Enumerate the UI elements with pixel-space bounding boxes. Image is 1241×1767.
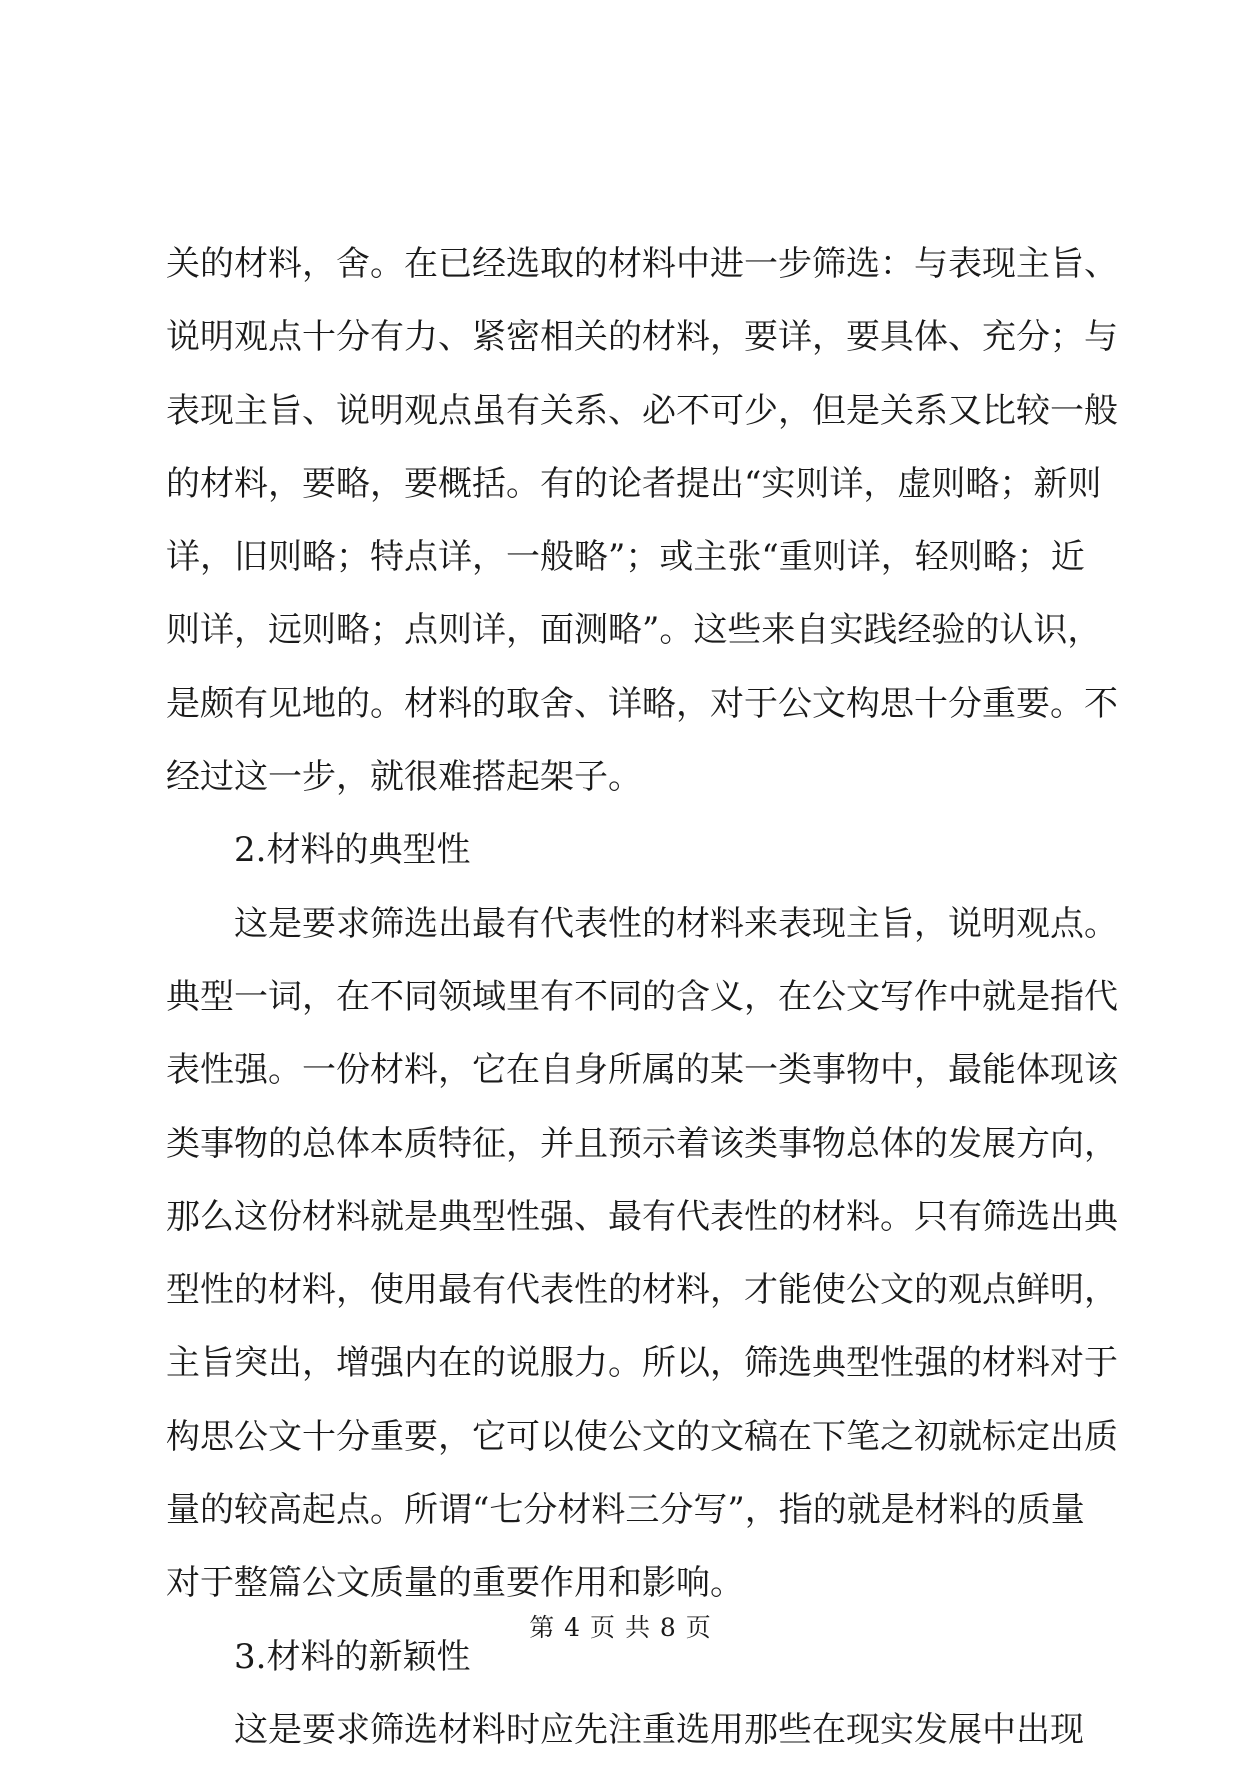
text-line: 对于整篇公文质量的重要作用和影响。: [166, 1563, 744, 1604]
text-line: 是颇有见地的。材料的取舍、详略，对于公文构思十分重要。不: [166, 683, 1118, 724]
text-line: 量的较高起点。所谓“七分材料三分写”，指的就是材料的质量: [166, 1490, 1085, 1531]
text-line: 主旨突出，增强内在的说服力。所以，筛选典型性强的材料对于: [166, 1343, 1118, 1384]
paragraph-first-line: 这是要求筛选出最有代表性的材料来表现主旨，说明观点。: [234, 903, 1118, 944]
section-heading: 3.材料的新颖性: [234, 1636, 471, 1677]
body-text: [166, 228, 1118, 1767]
paragraph-first-line: 这是要求筛选材料时应先注重选用那些在现实发展中出现: [234, 1709, 1084, 1750]
text-line: 则详，远则略；点则详，面测略”。这些来自实践经验的认识，: [166, 610, 1102, 651]
text-line: 经过这一步，就很难搭起架子。: [166, 757, 642, 798]
text-line: 那么这份材料就是典型性强、最有代表性的材料。只有筛选出典: [166, 1196, 1118, 1237]
page-footer: 第 4 页 共 8 页: [529, 1613, 712, 1642]
text-line: 表性强。一份材料，它在自身所属的某一类事物中，最能体现该: [166, 1050, 1118, 1091]
text-line: 的材料，要略，要概括。有的论者提出“实则详，虚则略；新则: [166, 463, 1102, 504]
section-heading: 2.材料的典型性: [234, 830, 471, 871]
text-line: 类事物的总体本质特征，并且预示着该类事物总体的发展方向，: [166, 1123, 1118, 1164]
text-line: 型性的材料，使用最有代表性的材料，才能使公文的观点鲜明，: [166, 1270, 1118, 1311]
text-line: 说明观点十分有力、紧密相关的材料，要详，要具体、充分；与: [166, 317, 1118, 358]
text-line: 构思公文十分重要，它可以使公文的文稿在下笔之初就标定出质: [166, 1416, 1118, 1457]
text-line: 典型一词，在不同领域里有不同的含义，在公文写作中就是指代: [166, 976, 1118, 1017]
text-line: 详，旧则略；特点详，一般略”；或主张“重则详，轻则略；近: [166, 537, 1085, 578]
text-line: 表现主旨、说明观点虽有关系、必不可少，但是关系又比较一般: [166, 390, 1118, 431]
text-line: 关的材料，舍。在已经选取的材料中进一步筛选：与表现主旨、: [166, 244, 1118, 284]
